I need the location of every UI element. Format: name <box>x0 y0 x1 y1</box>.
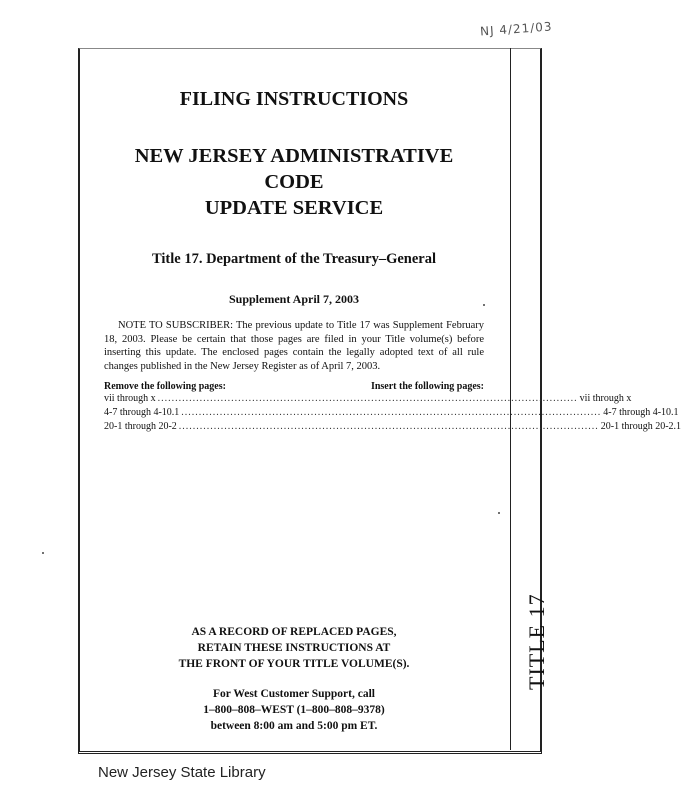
scan-speck <box>483 304 485 306</box>
code-title <box>104 143 484 221</box>
table-row <box>104 420 681 434</box>
supplement-date: Supplement April 7, 2003 <box>228 292 360 306</box>
record-line: RETAIN THESE INSTRUCTIONS AT <box>197 642 391 654</box>
support-line: For West Customer Support, call <box>213 688 375 700</box>
record-instructions <box>104 624 484 734</box>
insert-pages-value: 4-7 through 4-10.1 <box>603 407 679 418</box>
handwritten-note: NJ 4/21/03 <box>479 19 553 39</box>
remove-pages-value: vii through x <box>104 393 156 404</box>
insert-pages-value: vii through x <box>579 393 632 404</box>
remove-pages-header: Remove the following pages: <box>104 381 226 392</box>
record-line: AS A RECORD OF REPLACED PAGES, <box>191 626 397 638</box>
library-stamp: New Jersey State Library <box>98 764 266 781</box>
code-title-line-1: NEW JERSEY ADMINISTRATIVE CODE <box>134 145 454 193</box>
insert-pages-header: Insert the following pages: <box>370 381 484 392</box>
subscriber-note: NOTE TO SUBSCRIBER: The previous update to Title 17 was Supplement February 18, 2003. Please be certain that those pages are filed in your Title volume(s) before inserting this update. The enclosed pages contain the legally adopted text of all rule changes published in the New Jersey Register as of April 7, 2003. <box>104 320 484 372</box>
scan-speck <box>42 552 44 554</box>
title-subject: Title 17. Department of the Treasury–General <box>151 251 437 267</box>
record-line: THE FRONT OF YOUR TITLE VOLUME(S). <box>178 658 410 670</box>
table-row <box>104 406 679 420</box>
scan-speck <box>498 512 500 514</box>
insert-pages-value: 20-1 through 20-2.1 <box>600 421 681 432</box>
remove-pages-value: 20-1 through 20-2 <box>104 421 177 432</box>
document-body <box>104 60 681 434</box>
dot-leader: ........................................................................................................................ <box>157 393 578 404</box>
title-tab-label: TITLE 17 <box>524 593 549 690</box>
code-title-line-2: UPDATE SERVICE <box>204 197 384 219</box>
table-row <box>104 392 632 406</box>
dot-leader: ........................................................................................................................ <box>178 421 599 432</box>
filing-instructions-heading: FILING INSTRUCTIONS <box>179 88 409 110</box>
dot-leader: ........................................................................................................................ <box>181 407 602 418</box>
remove-pages-value: 4-7 through 4-10.1 <box>104 407 180 418</box>
pages-table-header <box>104 381 484 392</box>
support-line: between 8:00 am and 5:00 pm ET. <box>210 720 378 732</box>
support-line: 1–800–808–WEST (1–800–808–9378) <box>203 704 385 716</box>
